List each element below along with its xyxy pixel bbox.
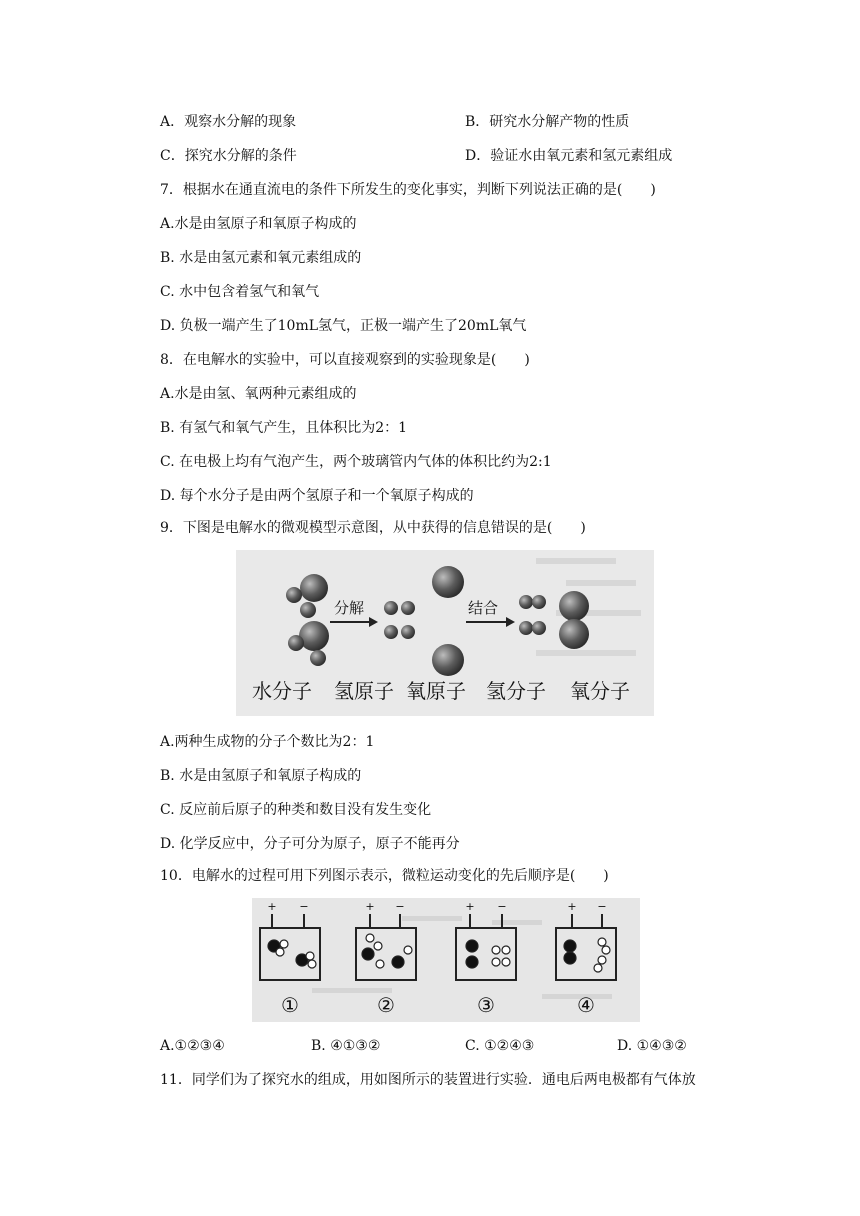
panel-label-1: ①	[281, 993, 299, 1017]
minus-electrode-4: −	[597, 900, 607, 913]
q7-option-a: A.水是由氢原子和氧原子构成的	[160, 216, 357, 232]
panel-label-4: ④	[577, 993, 595, 1017]
q10-option-c: C. ①②④③	[465, 1038, 535, 1054]
q8-option-c: C. 在电极上均有气泡产生，两个玻璃管内气体的体积比约为2:1	[160, 454, 552, 470]
minus-electrode-1: −	[299, 900, 309, 913]
q8-option-b: B. 有氢气和氧气产生，且体积比为2：1	[160, 420, 408, 436]
plus-electrode-4: +	[567, 900, 577, 913]
q10-option-a: A.①②③④	[160, 1038, 225, 1054]
plus-electrode-2: +	[365, 900, 375, 913]
figure-label-oxygen-atom: 氧原子	[406, 679, 466, 703]
q8-option-a: A.水是由氢、氧两种元素组成的	[160, 386, 357, 402]
q6-option-c: C．探究水分解的条件	[160, 148, 297, 164]
q11-stem: 11．同学们为了探究水的组成，用如图所示的装置进行实验．通电后两电极都有气体放	[160, 1072, 696, 1088]
plus-electrode-3: +	[465, 900, 475, 913]
q9-option-a: A.两种生成物的分子个数比为2：1	[160, 734, 375, 750]
q7-option-b: B. 水是由氢元素和氧元素组成的	[160, 250, 362, 266]
q10-option-b: B. ④①③②	[311, 1038, 381, 1054]
minus-electrode-3: −	[497, 900, 507, 913]
q6-option-b: B．研究水分解产物的性质	[465, 114, 630, 130]
panel-label-3: ③	[477, 993, 495, 1017]
panel-label-2: ②	[377, 993, 395, 1017]
electrolysis-molecular-model-figure	[236, 550, 654, 716]
q7-option-d: D. 负极一端产生了10mL氢气，正极一端产生了20mL氧气	[160, 318, 527, 334]
figure-label-hydrogen-atom: 氢原子	[334, 679, 394, 703]
q8-stem: 8．在电解水的实验中，可以直接观察到的实验现象是( )	[160, 352, 530, 368]
q9-option-c: C. 反应前后原子的种类和数目没有发生变化	[160, 802, 432, 818]
q9-option-b: B. 水是由氢原子和氧原子构成的	[160, 768, 362, 784]
q10-option-d: D. ①④③②	[617, 1038, 687, 1054]
q6-option-a: A．观察水分解的现象	[160, 114, 297, 130]
arrow-1-label: 分解	[334, 599, 365, 617]
q9-option-d: D. 化学反应中，分子可分为原子，原子不能再分	[160, 836, 460, 852]
q10-stem: 10．电解水的过程可用下列图示表示，微粒运动变化的先后顺序是( )	[160, 868, 609, 884]
figure-label-oxygen-molecule: 氧分子	[570, 679, 630, 703]
electrolysis-sequence-figure	[252, 898, 640, 1022]
arrow-2-label: 结合	[468, 599, 499, 617]
q8-option-d: D. 每个水分子是由两个氢原子和一个氧原子构成的	[160, 488, 474, 504]
q7-option-c: C. 水中包含着氢气和氧气	[160, 284, 320, 300]
plus-electrode-1: +	[267, 900, 277, 913]
q7-stem: 7．根据水在通直流电的条件下所发生的变化事实，判断下列说法正确的是( )	[160, 182, 656, 198]
minus-electrode-2: −	[395, 900, 405, 913]
figure-label-hydrogen-molecule: 氢分子	[486, 679, 546, 703]
figure-label-water-molecule: 水分子	[252, 679, 312, 703]
q6-option-d: D．验证水由氧元素和氢元素组成	[465, 148, 673, 164]
q9-stem: 9．下图是电解水的微观模型示意图，从中获得的信息错误的是( )	[160, 520, 586, 536]
